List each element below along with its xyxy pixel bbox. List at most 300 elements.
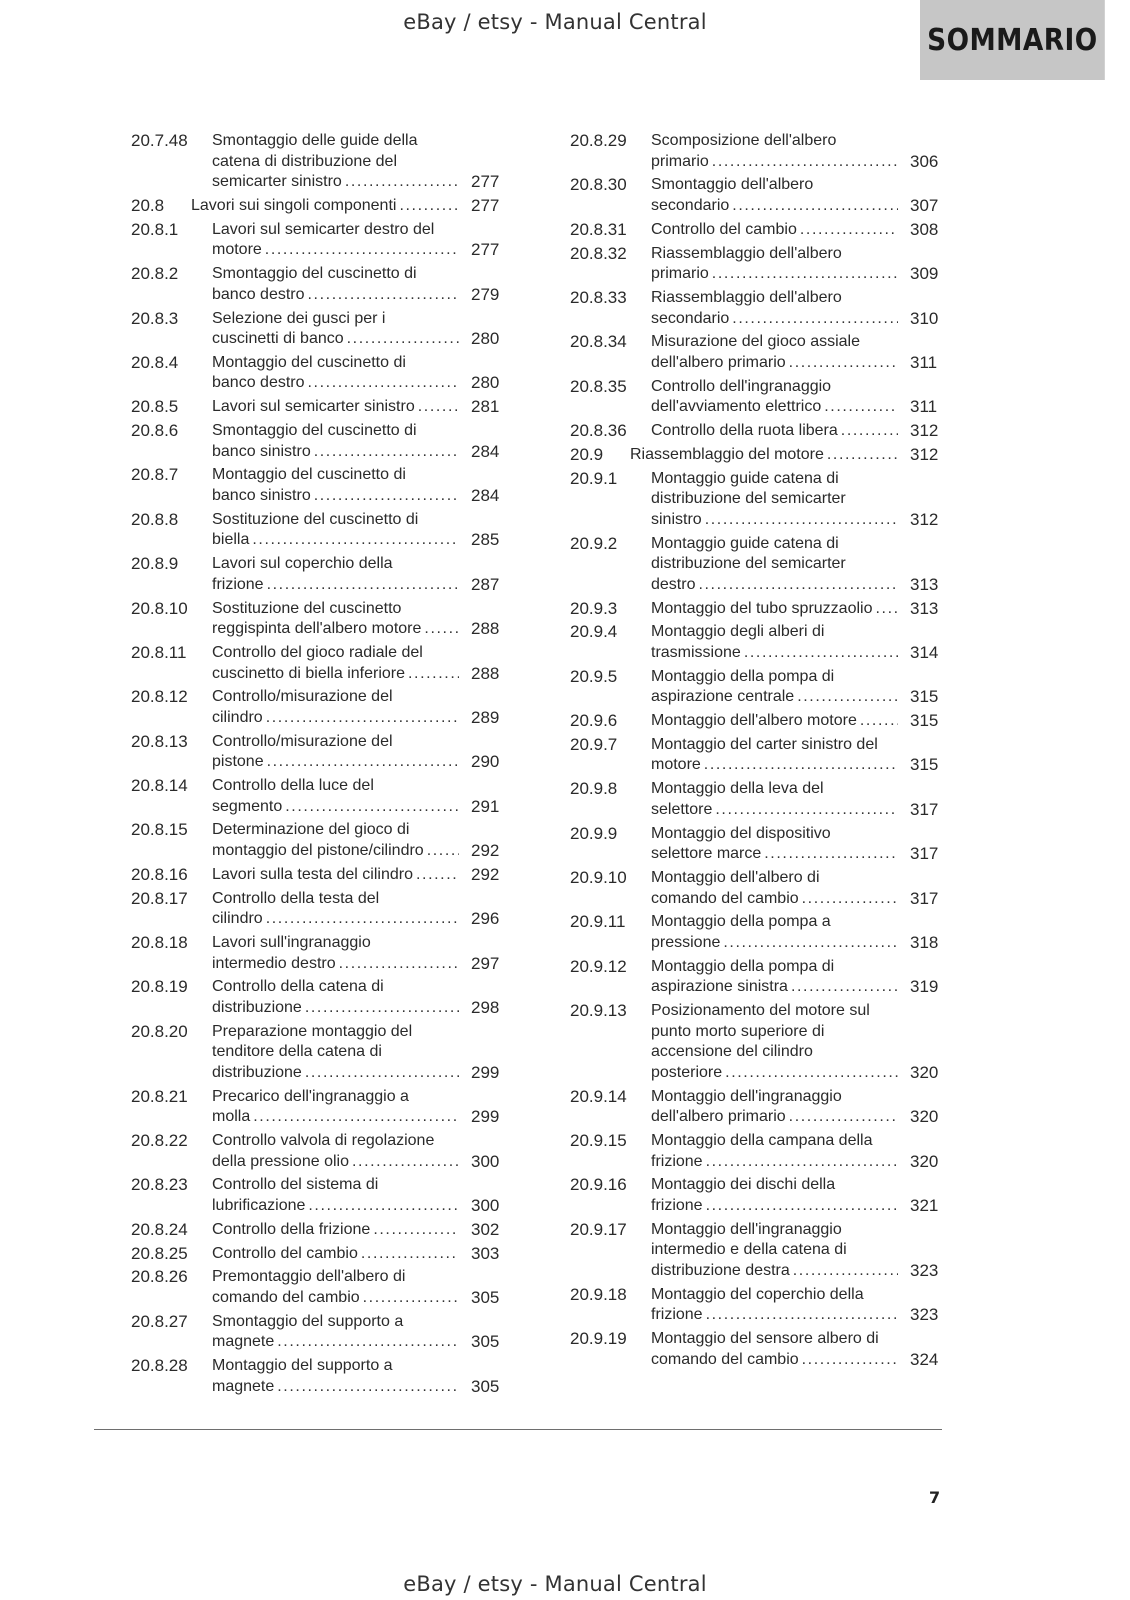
- toc-entry-page: 305: [471, 1376, 500, 1396]
- toc-entry[interactable]: [570, 1219, 939, 1282]
- toc-entry-title-line: Lavori sulla testa del cilindro: [212, 865, 413, 883]
- toc-entry-title-line: Misurazione del gioco assiale: [651, 333, 860, 351]
- toc-entry[interactable]: [131, 977, 500, 1018]
- dot-leader: [706, 1305, 898, 1326]
- toc-entry-title-line: Scomposizione dell'albero: [651, 132, 837, 149]
- toc-entry-title-line: banco sinistro: [212, 442, 311, 460]
- dot-leader: [827, 445, 898, 466]
- toc-entry-page: 324: [910, 1349, 939, 1369]
- toc-entry[interactable]: [131, 1086, 500, 1128]
- toc-entry-title-line: motore: [651, 756, 701, 774]
- dot-leader: [266, 909, 459, 930]
- toc-entry[interactable]: [570, 867, 939, 909]
- toc-entry[interactable]: [131, 1243, 500, 1265]
- toc-entry-number: 20.9.13: [570, 1001, 627, 1021]
- toc-entry[interactable]: [131, 195, 500, 217]
- toc-entry-title-line: Premontaggio dell'albero di: [212, 1268, 406, 1286]
- toc-entry-title-line: Montaggio della pompa di: [651, 667, 835, 685]
- toc-entry-title-line: Montaggio dei dischi della: [651, 1176, 836, 1194]
- dot-leader: [797, 687, 898, 708]
- toc-entry-title-line: distribuzione: [212, 998, 302, 1016]
- toc-entry-number: 20.8.16: [131, 864, 188, 884]
- toc-entry-page: 291: [471, 796, 500, 816]
- toc-entry-page: 300: [471, 1151, 500, 1171]
- dot-leader: [715, 800, 898, 821]
- toc-entry-page: 313: [910, 598, 939, 618]
- toc-entry-title-line: dell'albero primario: [651, 1108, 786, 1126]
- toc-entry[interactable]: [131, 397, 500, 418]
- toc-entry-title-line: lubrificazione: [212, 1197, 306, 1214]
- toc-entry-title-line: Riassemblaggio dell'albero: [651, 288, 842, 306]
- toc-entry-title-line: frizione: [651, 1152, 703, 1170]
- toc-entry-title-line: Lavori sul coperchio della: [212, 555, 393, 573]
- toc-entry-title-line: Montaggio della campana della: [651, 1132, 873, 1150]
- toc-entry[interactable]: [131, 932, 500, 974]
- toc-entry-title-line: Selezione dei gusci per i: [212, 309, 386, 327]
- dot-leader: [802, 889, 898, 910]
- toc-entry-title-line: Montaggio della pompa a: [651, 913, 831, 931]
- toc-entry-number: 20.8.30: [570, 175, 627, 195]
- dot-leader: [277, 1332, 459, 1353]
- toc-entry[interactable]: [570, 131, 939, 172]
- toc-entry[interactable]: [570, 376, 938, 418]
- toc-entry-title-line: primario: [651, 265, 709, 283]
- toc-entry-number: 20.8.25: [131, 1243, 188, 1263]
- toc-entry[interactable]: [131, 421, 500, 462]
- dot-leader: [277, 1377, 459, 1398]
- toc-entry[interactable]: [570, 956, 939, 998]
- dot-leader: [802, 1350, 898, 1371]
- toc-entry[interactable]: [131, 864, 500, 886]
- toc-entry-title-line: Controllo del cambio: [212, 1244, 358, 1262]
- toc-entry-title-line: cuscinetto di biella inferiore: [212, 664, 405, 682]
- toc-entry-number: 20.8.20: [131, 1021, 188, 1041]
- toc-entry-page: 281: [471, 397, 500, 417]
- toc-entry-number: 20.8.9: [131, 554, 179, 574]
- toc-entry-number: 20.8.19: [131, 977, 188, 997]
- dot-leader: [266, 708, 459, 729]
- toc-entry[interactable]: [570, 823, 939, 865]
- toc-entry-page: 310: [910, 308, 939, 328]
- toc-entry-number: 20.8.12: [131, 687, 188, 707]
- dot-leader: [314, 486, 459, 507]
- toc-entry-title-line: montaggio del pistone/cilindro: [212, 842, 424, 859]
- toc-entry-number: 20.9.15: [570, 1131, 627, 1151]
- toc-entry-title-line: Montaggio del carter sinistro del: [651, 735, 878, 753]
- toc-entry-page: 312: [910, 444, 939, 464]
- toc-entry-page: 300: [471, 1196, 500, 1215]
- toc-entry[interactable]: [131, 219, 500, 261]
- toc-entry-number: 20.8.22: [131, 1131, 188, 1151]
- toc-entry-page: 314: [910, 642, 939, 662]
- dot-leader: [252, 530, 459, 551]
- toc-entry-page: 277: [471, 195, 500, 215]
- toc-entry-number: 20.9.16: [570, 1175, 627, 1195]
- toc-entry[interactable]: [570, 243, 939, 285]
- dot-leader: [408, 664, 459, 685]
- dot-leader: [347, 329, 459, 350]
- toc-entry-page: 306: [910, 151, 939, 171]
- toc-entry-page: 303: [471, 1243, 500, 1263]
- toc-entry-page: 292: [471, 841, 500, 860]
- toc-entry-page: 308: [910, 219, 939, 239]
- toc-entry-number: 20.9.1: [570, 468, 618, 488]
- toc-column-right: [570, 131, 939, 1374]
- toc-entry-number: 20.9.17: [570, 1219, 627, 1239]
- toc-entry-title-line: secondario: [651, 309, 730, 327]
- toc-entry-number: 20.8.32: [570, 243, 627, 263]
- toc-entry-title-line: Montaggio del cuscinetto di: [212, 353, 406, 371]
- toc-entry-number: 20.9.18: [570, 1284, 627, 1304]
- toc-entry-page: 288: [471, 619, 500, 639]
- toc-entry-number: 20.8.13: [131, 731, 188, 751]
- toc-entry-title-line: Lavori sul semicarter destro del: [212, 220, 435, 238]
- toc-entry-page: 315: [910, 687, 939, 707]
- toc-entry-number: 20.9.3: [570, 598, 618, 618]
- toc-entry-title-line: Montaggio dell'albero motore: [651, 712, 857, 730]
- toc-entry[interactable]: [570, 912, 939, 953]
- dot-leader: [352, 1152, 459, 1173]
- dot-leader: [418, 397, 459, 418]
- toc-entry[interactable]: [131, 598, 500, 640]
- toc-entry-number: 20.9.2: [570, 533, 618, 553]
- toc-entry[interactable]: [131, 1356, 500, 1397]
- toc-entry-title-line: Precarico dell'ingranaggio a: [212, 1087, 409, 1105]
- toc-entry-title-line: cilindro: [212, 708, 263, 726]
- toc-entry-title-line: trasmissione: [651, 643, 741, 661]
- toc-entry[interactable]: [131, 776, 500, 817]
- toc-entry-page: 280: [471, 373, 500, 393]
- toc-entry-page: 311: [910, 352, 938, 372]
- toc-entry[interactable]: [570, 533, 939, 596]
- toc-entry-title-line: frizione: [651, 1306, 703, 1324]
- toc-entry-title-line: Controllo della catena di: [212, 978, 384, 996]
- toc-entry-page: 299: [471, 1062, 500, 1082]
- toc-entry-page: 311: [910, 397, 938, 417]
- toc-entry-title-line: Montaggio della pompa di: [651, 957, 835, 975]
- toc-entry-number: 20.9: [570, 444, 604, 464]
- toc-entry-title-line: Lavori sui singoli componenti: [191, 196, 397, 214]
- toc-entry-title-line: tenditore della catena di: [212, 1043, 382, 1061]
- toc-entry-number: 20.8.21: [131, 1086, 188, 1106]
- toc-entry-page: 287: [471, 574, 500, 594]
- dot-leader: [744, 643, 898, 664]
- toc-entry-title-line: intermedio e della catena di: [651, 1241, 847, 1259]
- toc-entry[interactable]: [131, 1175, 500, 1216]
- toc-entry-title-line: destro: [651, 575, 696, 593]
- dot-leader: [305, 1063, 459, 1084]
- dot-leader: [725, 1063, 898, 1084]
- toc-entry-number: 20.9.9: [570, 823, 618, 843]
- dot-leader: [841, 421, 898, 442]
- toc-entry[interactable]: [570, 1329, 939, 1370]
- toc-entry-page: 305: [471, 1332, 500, 1352]
- toc-entry-page: 288: [471, 663, 500, 683]
- toc-entry-page: 305: [471, 1287, 500, 1307]
- toc-entry[interactable]: [570, 1175, 939, 1216]
- dot-leader: [712, 264, 898, 285]
- dot-leader: [314, 442, 459, 463]
- toc-entry-title-line: Riassemblaggio del motore: [630, 445, 824, 463]
- toc-entry-title-line: pressione: [651, 933, 721, 951]
- toc-entry[interactable]: [570, 444, 939, 466]
- dot-leader: [712, 152, 898, 173]
- toc-entry[interactable]: [131, 731, 500, 773]
- dot-leader: [875, 599, 898, 620]
- toc-entry-number: 20.8.18: [131, 932, 188, 952]
- toc-entry-title-line: Montaggio del tubo spruzzaolio: [651, 599, 873, 617]
- toc-entry[interactable]: [570, 219, 939, 241]
- toc-entry-title-line: accensione del cilindro: [651, 1043, 813, 1061]
- toc-entry-number: 20.9.10: [570, 867, 627, 887]
- toc-entry[interactable]: [570, 332, 938, 373]
- toc-entry-page: 279: [471, 284, 500, 304]
- toc-entry-number: 20.9.5: [570, 666, 618, 686]
- toc-entry-title-line: Controllo/misurazione del: [212, 732, 393, 750]
- toc-entry-page: 319: [910, 977, 939, 997]
- toc-entry[interactable]: [570, 468, 939, 531]
- toc-entry[interactable]: [131, 888, 500, 930]
- toc-entry-page: 284: [471, 441, 500, 461]
- toc-entry[interactable]: [131, 642, 500, 684]
- toc-entry[interactable]: [131, 1219, 500, 1241]
- toc-entry[interactable]: [570, 779, 939, 820]
- toc-entry[interactable]: [570, 287, 939, 329]
- toc-entry-number: 20.8.24: [131, 1219, 188, 1239]
- toc-entry-title-line: Montaggio del cuscinetto di: [212, 466, 406, 484]
- dot-leader: [373, 1220, 459, 1241]
- toc-entry-page: 320: [910, 1151, 939, 1171]
- toc-entry-title-line: comando del cambio: [651, 1350, 799, 1368]
- toc-entry-page: 323: [910, 1305, 939, 1325]
- toc-entry[interactable]: [131, 131, 500, 193]
- toc-entry[interactable]: [570, 1131, 939, 1172]
- toc-entry-title-line: Controllo della luce del: [212, 777, 374, 795]
- dot-leader: [704, 755, 898, 776]
- toc-entry-title-line: comando del cambio: [212, 1288, 360, 1306]
- toc-entry[interactable]: [570, 622, 939, 663]
- toc-entry-page: 299: [471, 1107, 500, 1127]
- toc-entry-page: 280: [471, 329, 500, 349]
- dot-leader: [253, 1107, 459, 1128]
- toc-entry-title-line: Controllo del gioco radiale del: [212, 643, 423, 661]
- dot-leader: [339, 954, 459, 975]
- toc-entry-title-line: Smontaggio delle guide della: [212, 132, 418, 149]
- toc-entry-page: 317: [910, 888, 939, 908]
- toc-entry-page: 302: [471, 1219, 500, 1239]
- dot-leader: [308, 373, 459, 394]
- dot-leader: [267, 752, 459, 773]
- toc-entry-title-line: punto morto superiore di: [651, 1022, 825, 1040]
- dot-leader: [361, 1244, 459, 1265]
- footer-divider: [94, 1429, 942, 1430]
- toc-entry[interactable]: [570, 734, 939, 776]
- toc-entry[interactable]: [131, 820, 500, 861]
- toc-entry-number: 20.8.17: [131, 888, 188, 908]
- toc-entry-page: 312: [910, 421, 939, 441]
- dot-leader: [800, 220, 898, 241]
- dot-leader: [824, 397, 898, 418]
- dot-leader: [706, 1196, 898, 1217]
- toc-entry-title-line: magnete: [212, 1333, 275, 1351]
- toc-entry-number: 20.9.8: [570, 779, 618, 799]
- toc-entry-title-line: Montaggio del supporto a: [212, 1357, 393, 1375]
- toc-entry[interactable]: [570, 1086, 939, 1128]
- dot-leader: [860, 711, 898, 732]
- toc-entry-page: 277: [471, 240, 500, 260]
- toc-entry-number: 20.8.8: [131, 509, 179, 529]
- toc-entry-number: 20.9.6: [570, 711, 618, 731]
- toc-entry-title-line: Montaggio del dispositivo: [651, 824, 831, 842]
- toc-entry[interactable]: [131, 465, 500, 506]
- toc-column-left: [131, 131, 500, 1400]
- toc-entry-title-line: banco sinistro: [212, 487, 311, 504]
- dot-leader: [399, 196, 459, 217]
- toc-entry-page: 315: [910, 711, 939, 731]
- toc-entry-number: 20.8.14: [131, 776, 188, 796]
- toc-entry-page: 289: [471, 707, 500, 727]
- toc-entry-title-line: Controllo dell'ingranaggio: [651, 377, 832, 395]
- toc-entry[interactable]: [131, 509, 500, 551]
- toc-entry-number: 20.9.7: [570, 734, 618, 754]
- toc-entry-page: 312: [910, 509, 939, 529]
- toc-entry-page: 307: [910, 195, 939, 215]
- page-number: 7: [929, 1488, 941, 1507]
- toc-entry-title-line: selettore: [651, 800, 713, 818]
- toc-entry-title-line: Smontaggio del cuscinetto di: [212, 265, 417, 283]
- dot-leader: [764, 844, 898, 865]
- toc-entry[interactable]: [131, 1267, 500, 1308]
- toc-entry-title-line: frizione: [212, 575, 264, 593]
- toc-entry-title-line: Controllo del sistema di: [212, 1176, 379, 1194]
- toc-entry-page: 290: [471, 752, 500, 772]
- toc-entry[interactable]: [570, 175, 939, 216]
- dot-leader: [424, 619, 459, 640]
- toc-entry-number: 20.9.19: [570, 1329, 627, 1349]
- toc-entry-title-line: comando del cambio: [651, 889, 799, 907]
- toc-entry[interactable]: [570, 711, 939, 732]
- toc-entry-title-line: catena di distribuzione del: [212, 152, 398, 170]
- toc-entry-number: 20.9.14: [570, 1086, 627, 1106]
- toc-entry-title-line: segmento: [212, 797, 283, 815]
- toc-entry-title-line: intermedio destro: [212, 954, 336, 972]
- dot-leader: [706, 1152, 898, 1173]
- toc-entry-page: 277: [471, 172, 500, 192]
- dot-leader: [363, 1288, 459, 1309]
- toc-entry[interactable]: [131, 1021, 500, 1084]
- toc-entry-title-line: Montaggio della leva del: [651, 780, 824, 798]
- toc-entry-title-line: Preparazione montaggio del: [212, 1022, 413, 1040]
- toc-entry-title-line: Determinazione del gioco di: [212, 821, 410, 839]
- dot-leader: [416, 865, 459, 886]
- toc-entry-page: 315: [910, 755, 939, 775]
- toc-entry[interactable]: [570, 666, 939, 708]
- dot-leader: [698, 575, 898, 596]
- toc-entry[interactable]: [570, 1284, 939, 1326]
- toc-entry-number: 20.8.4: [131, 352, 179, 372]
- dot-leader: [705, 510, 898, 531]
- toc-entry[interactable]: [131, 1131, 500, 1172]
- toc-entry-title-line: Sostituzione del cuscinetto di: [212, 510, 419, 528]
- toc-entry-title-line: molla: [212, 1108, 251, 1126]
- dot-leader: [791, 977, 898, 998]
- toc-entry[interactable]: [570, 598, 939, 620]
- toc-entry-number: 20.8.2: [131, 264, 179, 284]
- toc-entry-title-line: selettore marce: [651, 845, 762, 863]
- toc-entry[interactable]: [131, 264, 500, 305]
- toc-entry[interactable]: [131, 554, 500, 595]
- toc-entry-title-line: Montaggio dell'ingranaggio: [651, 1220, 842, 1238]
- toc-entry-title-line: distribuzione destra: [651, 1261, 790, 1279]
- toc-entry[interactable]: [131, 1311, 500, 1353]
- toc-entry-page: 318: [910, 932, 939, 952]
- toc-entry-page: 296: [471, 909, 500, 929]
- toc-entry-title-line: Smontaggio del cuscinetto di: [212, 422, 417, 440]
- toc-entry-title-line: Controllo della testa del: [212, 889, 380, 907]
- toc-entry-title-line: banco destro: [212, 285, 305, 303]
- toc-entry-number: 20.8.27: [131, 1311, 188, 1331]
- toc-entry-number: 20.8: [131, 195, 165, 215]
- toc-entry-title-line: Lavori sul semicarter sinistro: [212, 398, 415, 416]
- dot-leader: [789, 353, 898, 374]
- toc-entry-title-line: banco destro: [212, 374, 305, 392]
- toc-entry-number: 20.8.3: [131, 308, 179, 328]
- toc-entry-number: 20.9.12: [570, 956, 627, 976]
- toc-entry[interactable]: [570, 1001, 939, 1083]
- toc-entry-title-line: semicarter sinistro: [212, 173, 342, 191]
- dot-leader: [285, 797, 459, 818]
- dot-leader: [345, 172, 459, 193]
- toc-entry[interactable]: [131, 687, 500, 728]
- toc-entry-title-line: reggispinta dell'albero motore: [212, 620, 422, 638]
- toc-entry-title-line: Montaggio dell'albero di: [651, 868, 820, 886]
- toc-entry[interactable]: [131, 308, 500, 350]
- dot-leader: [732, 309, 898, 330]
- toc-entry-page: 317: [910, 799, 939, 819]
- toc-entry-title-line: Montaggio del coperchio della: [651, 1285, 864, 1303]
- toc-entry-number: 20.8.26: [131, 1267, 188, 1287]
- toc-entry-title-line: Controllo valvola di regolazione: [212, 1132, 435, 1150]
- toc-entry-number: 20.9.11: [570, 912, 626, 932]
- toc-entry-title-line: della pressione olio: [212, 1152, 349, 1170]
- toc-entry-page: 321: [910, 1196, 939, 1215]
- toc-entry-title-line: biella: [212, 531, 250, 549]
- toc-entry[interactable]: [570, 421, 939, 442]
- toc-entry-title-line: Controllo della frizione: [212, 1220, 371, 1238]
- toc-entry-title-line: primario: [651, 152, 709, 170]
- toc-entry-title-line: Sostituzione del cuscinetto: [212, 599, 402, 617]
- toc-entry-title-line: pistone: [212, 753, 264, 771]
- toc-entry-page: 297: [471, 953, 500, 973]
- toc-entry-title-line: Controllo della ruota libera: [651, 422, 838, 440]
- watermark-top: eBay / etsy - Manual Central: [403, 10, 707, 34]
- toc-entry-page: 323: [910, 1260, 939, 1280]
- toc-entry-title-line: Montaggio del sensore albero di: [651, 1330, 879, 1348]
- toc-entry-title-line: Montaggio guide catena di: [651, 534, 839, 552]
- dot-leader: [305, 998, 459, 1019]
- toc-entry-title-line: Lavori sull'ingranaggio: [212, 933, 371, 951]
- toc-entry[interactable]: [131, 352, 500, 394]
- dot-leader: [723, 933, 898, 954]
- toc-entry-title-line: Smontaggio del supporto a: [212, 1312, 404, 1330]
- toc-entry-number: 20.9.4: [570, 622, 618, 642]
- toc-entry-number: 20.8.1: [131, 219, 179, 239]
- dot-leader: [427, 841, 459, 862]
- toc-entry-title-line: Controllo/misurazione del: [212, 688, 393, 706]
- dot-leader: [732, 196, 898, 217]
- toc-entry-title-line: dell'avviamento elettrico: [651, 398, 822, 416]
- toc-entry-number: 20.8.11: [131, 642, 187, 662]
